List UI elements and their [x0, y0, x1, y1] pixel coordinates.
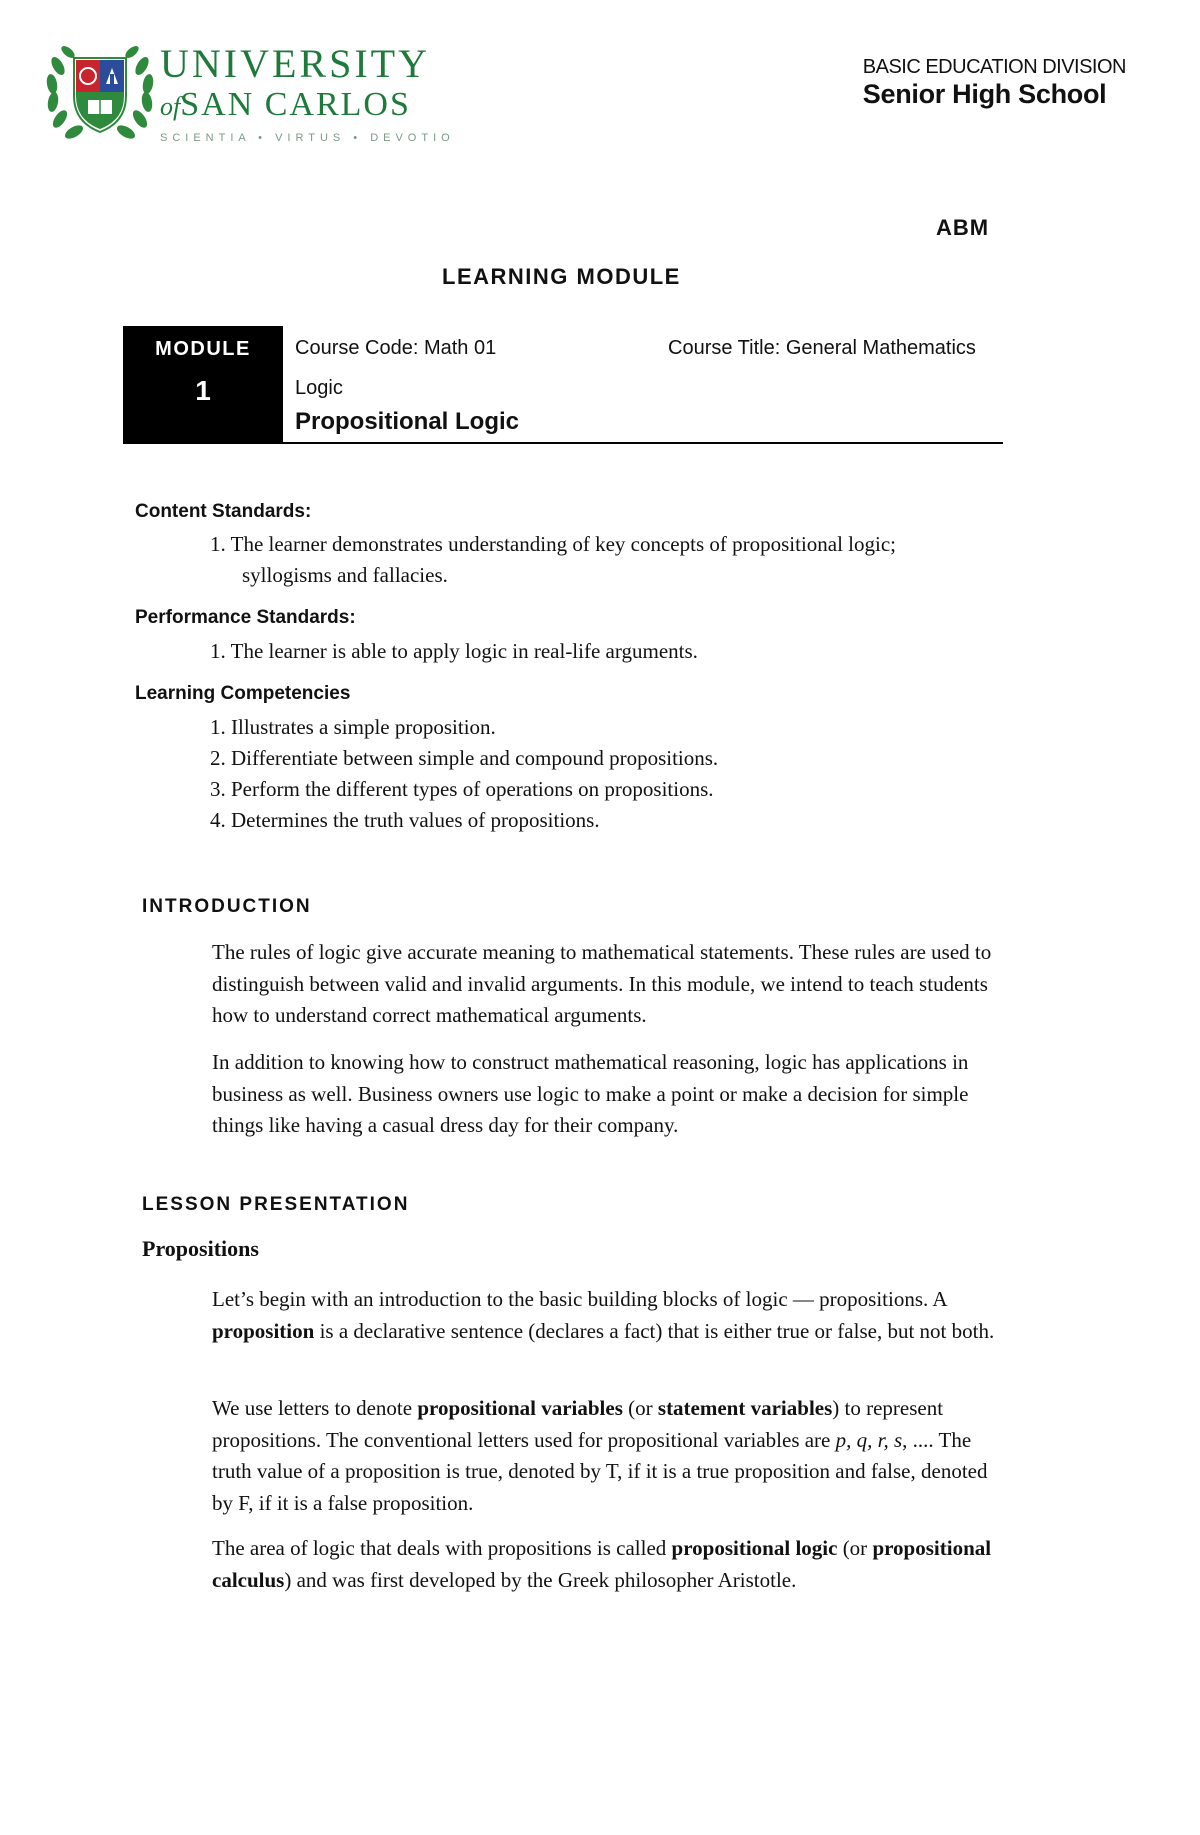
- text-run: Let’s begin with an introduction to the basic building blocks of logic — propositions. A: [212, 1287, 947, 1311]
- lesson-paragraph-2: [212, 1393, 1002, 1519]
- strand-label: ABM: [936, 215, 990, 240]
- learning-competencies-label: Learning Competencies: [135, 683, 351, 704]
- term-propositional-variables: propositional variables: [417, 1396, 623, 1420]
- text-run: is a declarative sentence (declares a fact) that is either true or false, but not both.: [314, 1318, 995, 1343]
- competency-item: 3. Perform the different types of operations on propositions.: [210, 777, 714, 801]
- university-wordmark: [160, 42, 455, 144]
- university-motto: SCIENTIA • VIRTUS • DEVOTIO: [160, 132, 455, 144]
- term-propositional-logic: propositional logic: [671, 1536, 838, 1560]
- term-statement-variables: statement variables: [657, 1396, 833, 1420]
- module-topic: Logic: [295, 377, 343, 399]
- text-run: , .... The truth value of a proposition is true, denoted by T, if it is a true proposition and false, denoted by F, if it is a false proposition.: [212, 1427, 988, 1515]
- introduction-paragraph-1: The rules of logic give accurate meaning to mathematical statements. These rules are used to distinguish between valid and invalid arguments. In this module, we intend to teach students how to understand correct mathematical arguments.: [212, 940, 992, 1027]
- text-run: ) and was first developed by the Greek philosopher Aristotle.: [284, 1567, 797, 1592]
- content-standard-item: 1. The learner demonstrates understanding of key concepts of propositional logic;: [210, 532, 897, 556]
- lesson-title: Propositional Logic: [295, 408, 520, 435]
- propositions-subheading: Propositions: [142, 1236, 259, 1261]
- university-name-line1: UNIVERSITY: [160, 41, 430, 86]
- module-number: 1: [195, 375, 211, 406]
- university-name-san-carlos: SAN CARLOS: [180, 86, 411, 123]
- term-propositional-calculus: propositional calculus: [212, 1536, 992, 1592]
- introduction-heading: INTRODUCTION: [142, 896, 312, 917]
- lesson-paragraph-3: [212, 1533, 1002, 1596]
- module-divider: [123, 442, 1003, 444]
- school-level: Senior High School: [862, 79, 1107, 109]
- text-run: (or: [837, 1536, 873, 1560]
- module-label: MODULE: [155, 338, 251, 360]
- competency-item: 1. Illustrates a simple proposition.: [210, 715, 496, 739]
- performance-standard-item: 1. The learner is able to apply logic in real-life arguments.: [210, 639, 698, 663]
- text-run: (or: [622, 1396, 658, 1420]
- performance-standards-label: Performance Standards:: [135, 607, 356, 628]
- course-title: Course Title: General Mathematics: [668, 337, 976, 359]
- term-proposition: proposition: [212, 1318, 315, 1343]
- text-run: The area of logic that deals with propositions is called: [212, 1536, 672, 1560]
- content-standard-item-cont: syllogisms and fallacies.: [242, 563, 448, 587]
- competency-item: 4. Determines the truth values of propositions.: [210, 808, 600, 832]
- university-seal-logo: [44, 36, 156, 148]
- university-name-line2: [160, 86, 455, 126]
- page-title: LEARNING MODULE: [442, 264, 681, 289]
- lesson-paragraph-1: [212, 1284, 1002, 1347]
- course-code: Course Code: Math 01: [295, 337, 497, 359]
- module-number-box: [123, 326, 283, 443]
- text-run: ) to represent propositions. The conventional letters used for propositional variables are: [212, 1396, 944, 1452]
- competency-item: 2. Differentiate between simple and compound propositions.: [210, 746, 719, 770]
- lesson-presentation-heading: LESSON PRESENTATION: [142, 1194, 410, 1215]
- variable-letters: p, q, r, s: [835, 1427, 903, 1452]
- text-run: We use letters to denote: [212, 1396, 418, 1420]
- content-standards-label: Content Standards:: [135, 501, 312, 522]
- division-name: BASIC EDUCATION DIVISION: [862, 56, 1126, 78]
- introduction-paragraph-2: In addition to knowing how to construct mathematical reasoning, logic has applications in business as well. Business owners use logic to make a point or make a decision for simple things like having a casual dress day for their company.: [212, 1050, 969, 1137]
- university-name-of: of: [160, 92, 181, 121]
- division-label: [863, 56, 1126, 110]
